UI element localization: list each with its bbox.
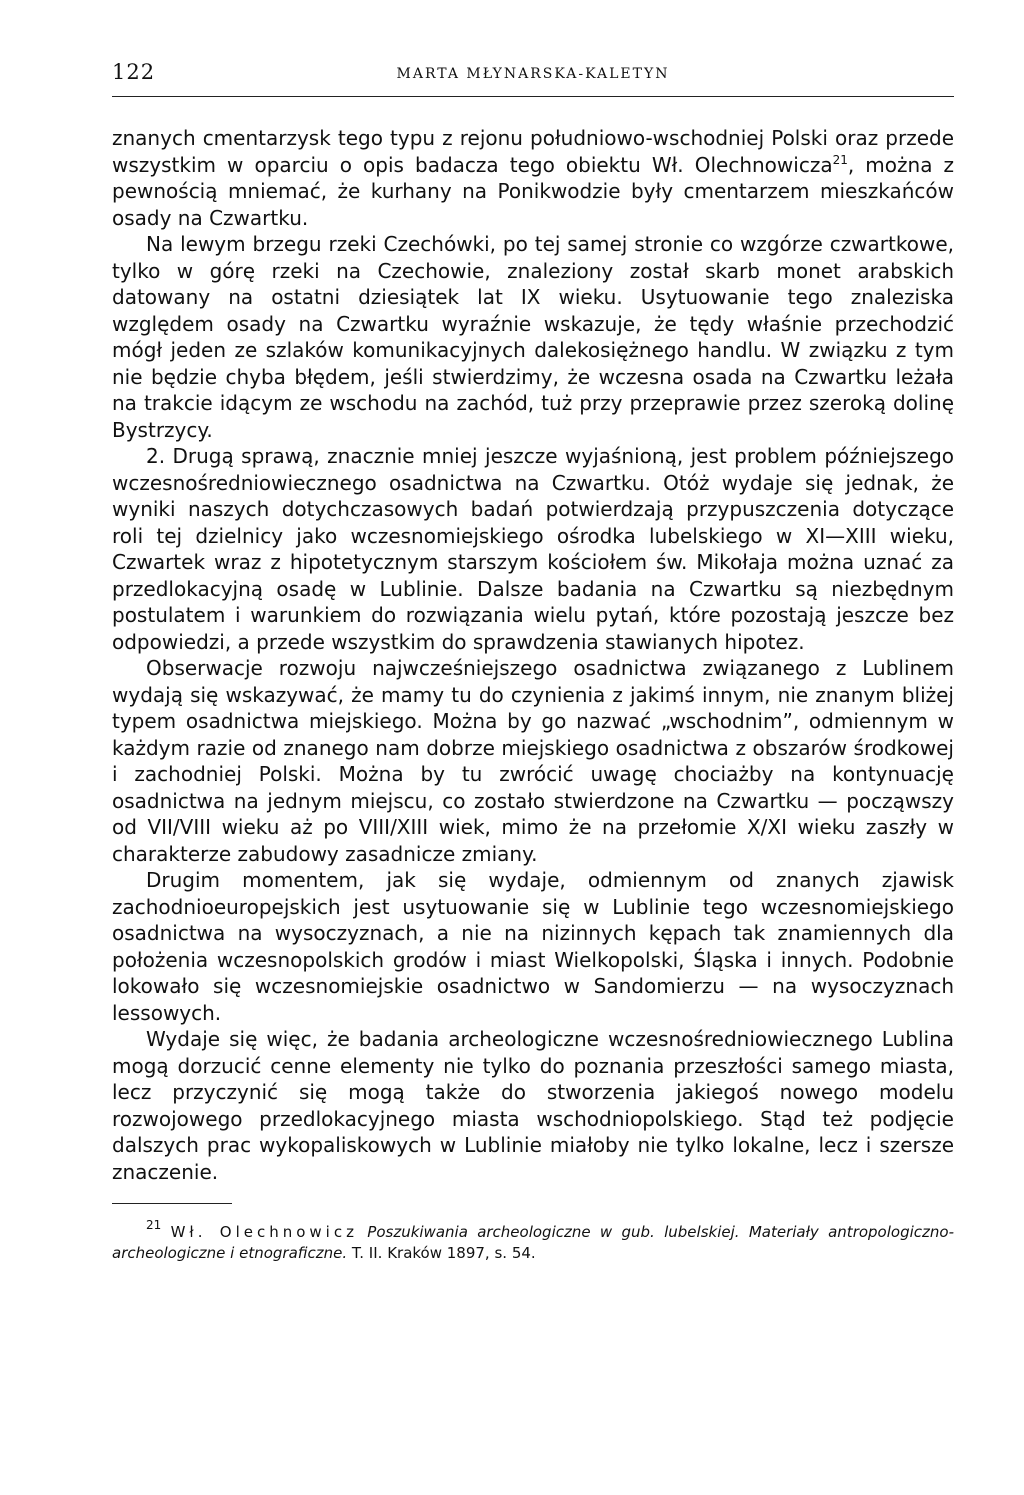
- footnote-details: T. II. Kraków 1897, s. 54.: [351, 1244, 536, 1262]
- footnote-author: Wł. Olechnowicz: [170, 1223, 358, 1241]
- paragraph: Drugim momentem, jak się wydaje, odmiennym od znanych zjawisk zachodnioeuropejskich jest usytuowanie się w Lublinie tego wczesnomiejskiego osadnictwa na wysoczyznach, a nie na nizinnych kępach tak znamiennych dla położenia wczesnopolskich grodów i miast Wielkopolski, Śląska i innych. Podobnie lokowało się wczesnomiejskie osadnictwo w Sandomierzu — na wysoczyznach lessowych.: [112, 868, 954, 1025]
- page-number: 122: [112, 60, 156, 84]
- document-page: [112, 60, 954, 1264]
- header-rule: [112, 96, 954, 97]
- paragraph: Na lewym brzegu rzeki Czechówki, po tej samej stronie co wzgórze czwartkowe, tylko w górę rzeki na Czechowie, znaleziony został skarb monet arabskich datowany na ostatni dziesiątek lat IX wieku. Usytuowanie tego znaleziska względem osady na Czwartku wyraźnie wskazuje, że tędy właśnie przechodzić mógł jeden ze szlaków komunikacyjnych dalekosiężnego handlu. W związku z tym nie będzie chyba błędem, jeśli stwierdzimy, że wczesna osada na Czwartku leżała na trakcie idącym ze wschodu na zachód, tuż przy przeprawie przez szeroką dolinę Bystrzycy.: [112, 232, 954, 442]
- running-head: MARTA MŁYNARSKA-KALETYN: [396, 66, 670, 82]
- paragraph-text: znanych cmentarzysk tego typu z rejonu południowo-wschodniej Polski oraz przede wszystkim w oparciu o opis badacza tego obiektu Wł. Olechnowicza: [112, 126, 954, 177]
- footnote-rule: [112, 1203, 232, 1204]
- paragraph: [112, 125, 954, 231]
- footnote-reference: 21: [832, 152, 848, 167]
- body-text: [112, 125, 954, 1185]
- paragraph: Obserwacje rozwoju najwcześniejszego osadnictwa związanego z Lublinem wydają się wskazywać, że mamy tu do czynienia z jakimś innym, nie znanym bliżej typem osadnictwa miejskiego. Można by go nazwać „wschodnim”, odmiennym w każdym razie od znanego nam dobrze miejskiego osadnictwa z obszarów środkowej i zachodniej Polski. Można by tu zwrócić uwagę chociażby na kontynuację osadnictwa na jednym miejscu, co zostało stwierdzone na Czwartku — począwszy od VII/VIII wieku aż po VIII/XIII wiek, mimo że na przełomie X/XI wieku zaszły w charakterze zabudowy zasadnicze zmiany.: [112, 656, 954, 866]
- footnote: [112, 1218, 954, 1264]
- paragraph-text: , można z pewnością mniemać, że kurhany na Ponikwodzie były cmentarzem mieszkańców osady na Czwartku.: [112, 152, 955, 230]
- footnote-title: Poszukiwania archeologiczne w gub. lubelskiej. Materiały antropologiczno-archeologiczne i etnograficzne.: [112, 1223, 954, 1262]
- page-header: [112, 60, 954, 96]
- paragraph: Wydaje się więc, że badania archeologiczne wczesnośredniowiecznego Lublina mogą dorzucić cenne elementy nie tylko do poznania przeszłości samego miasta, lecz przyczynić się mogą także do stworzenia jakiegoś nowego modelu rozwojowego przedlokacyjnego miasta wschodniopolskiego. Stąd też podjęcie dalszych prac wykopaliskowych w Lublinie miałoby nie tylko lokalne, lecz i szersze znaczenie.: [112, 1027, 954, 1184]
- footnote-number: 21: [146, 1218, 162, 1232]
- paragraph: 2. Drugą sprawą, znacznie mniej jeszcze wyjaśnioną, jest problem późniejszego wczesnośredniowiecznego osadnictwa na Czwartku. Otóż wydaje się jednak, że wyniki naszych dotychczasowych badań potwierdzają przypuszczenia dotyczące roli tej dzielnicy jako wczesnomiejskiego ośrodka lubelskiego w XI—XIII wieku, Czwartek wraz z hipotetycznym starszym kościołem św. Mikołaja można uznać za przedlokacyjną osadę w Lublinie. Dalsze badania na Czwartku są niezbędnym postulatem i warunkiem do rozwiązania wielu pytań, które pozostają jeszcze bez odpowiedzi, a przede wszystkim do sprawdzenia stawianych hipotez.: [112, 444, 954, 654]
